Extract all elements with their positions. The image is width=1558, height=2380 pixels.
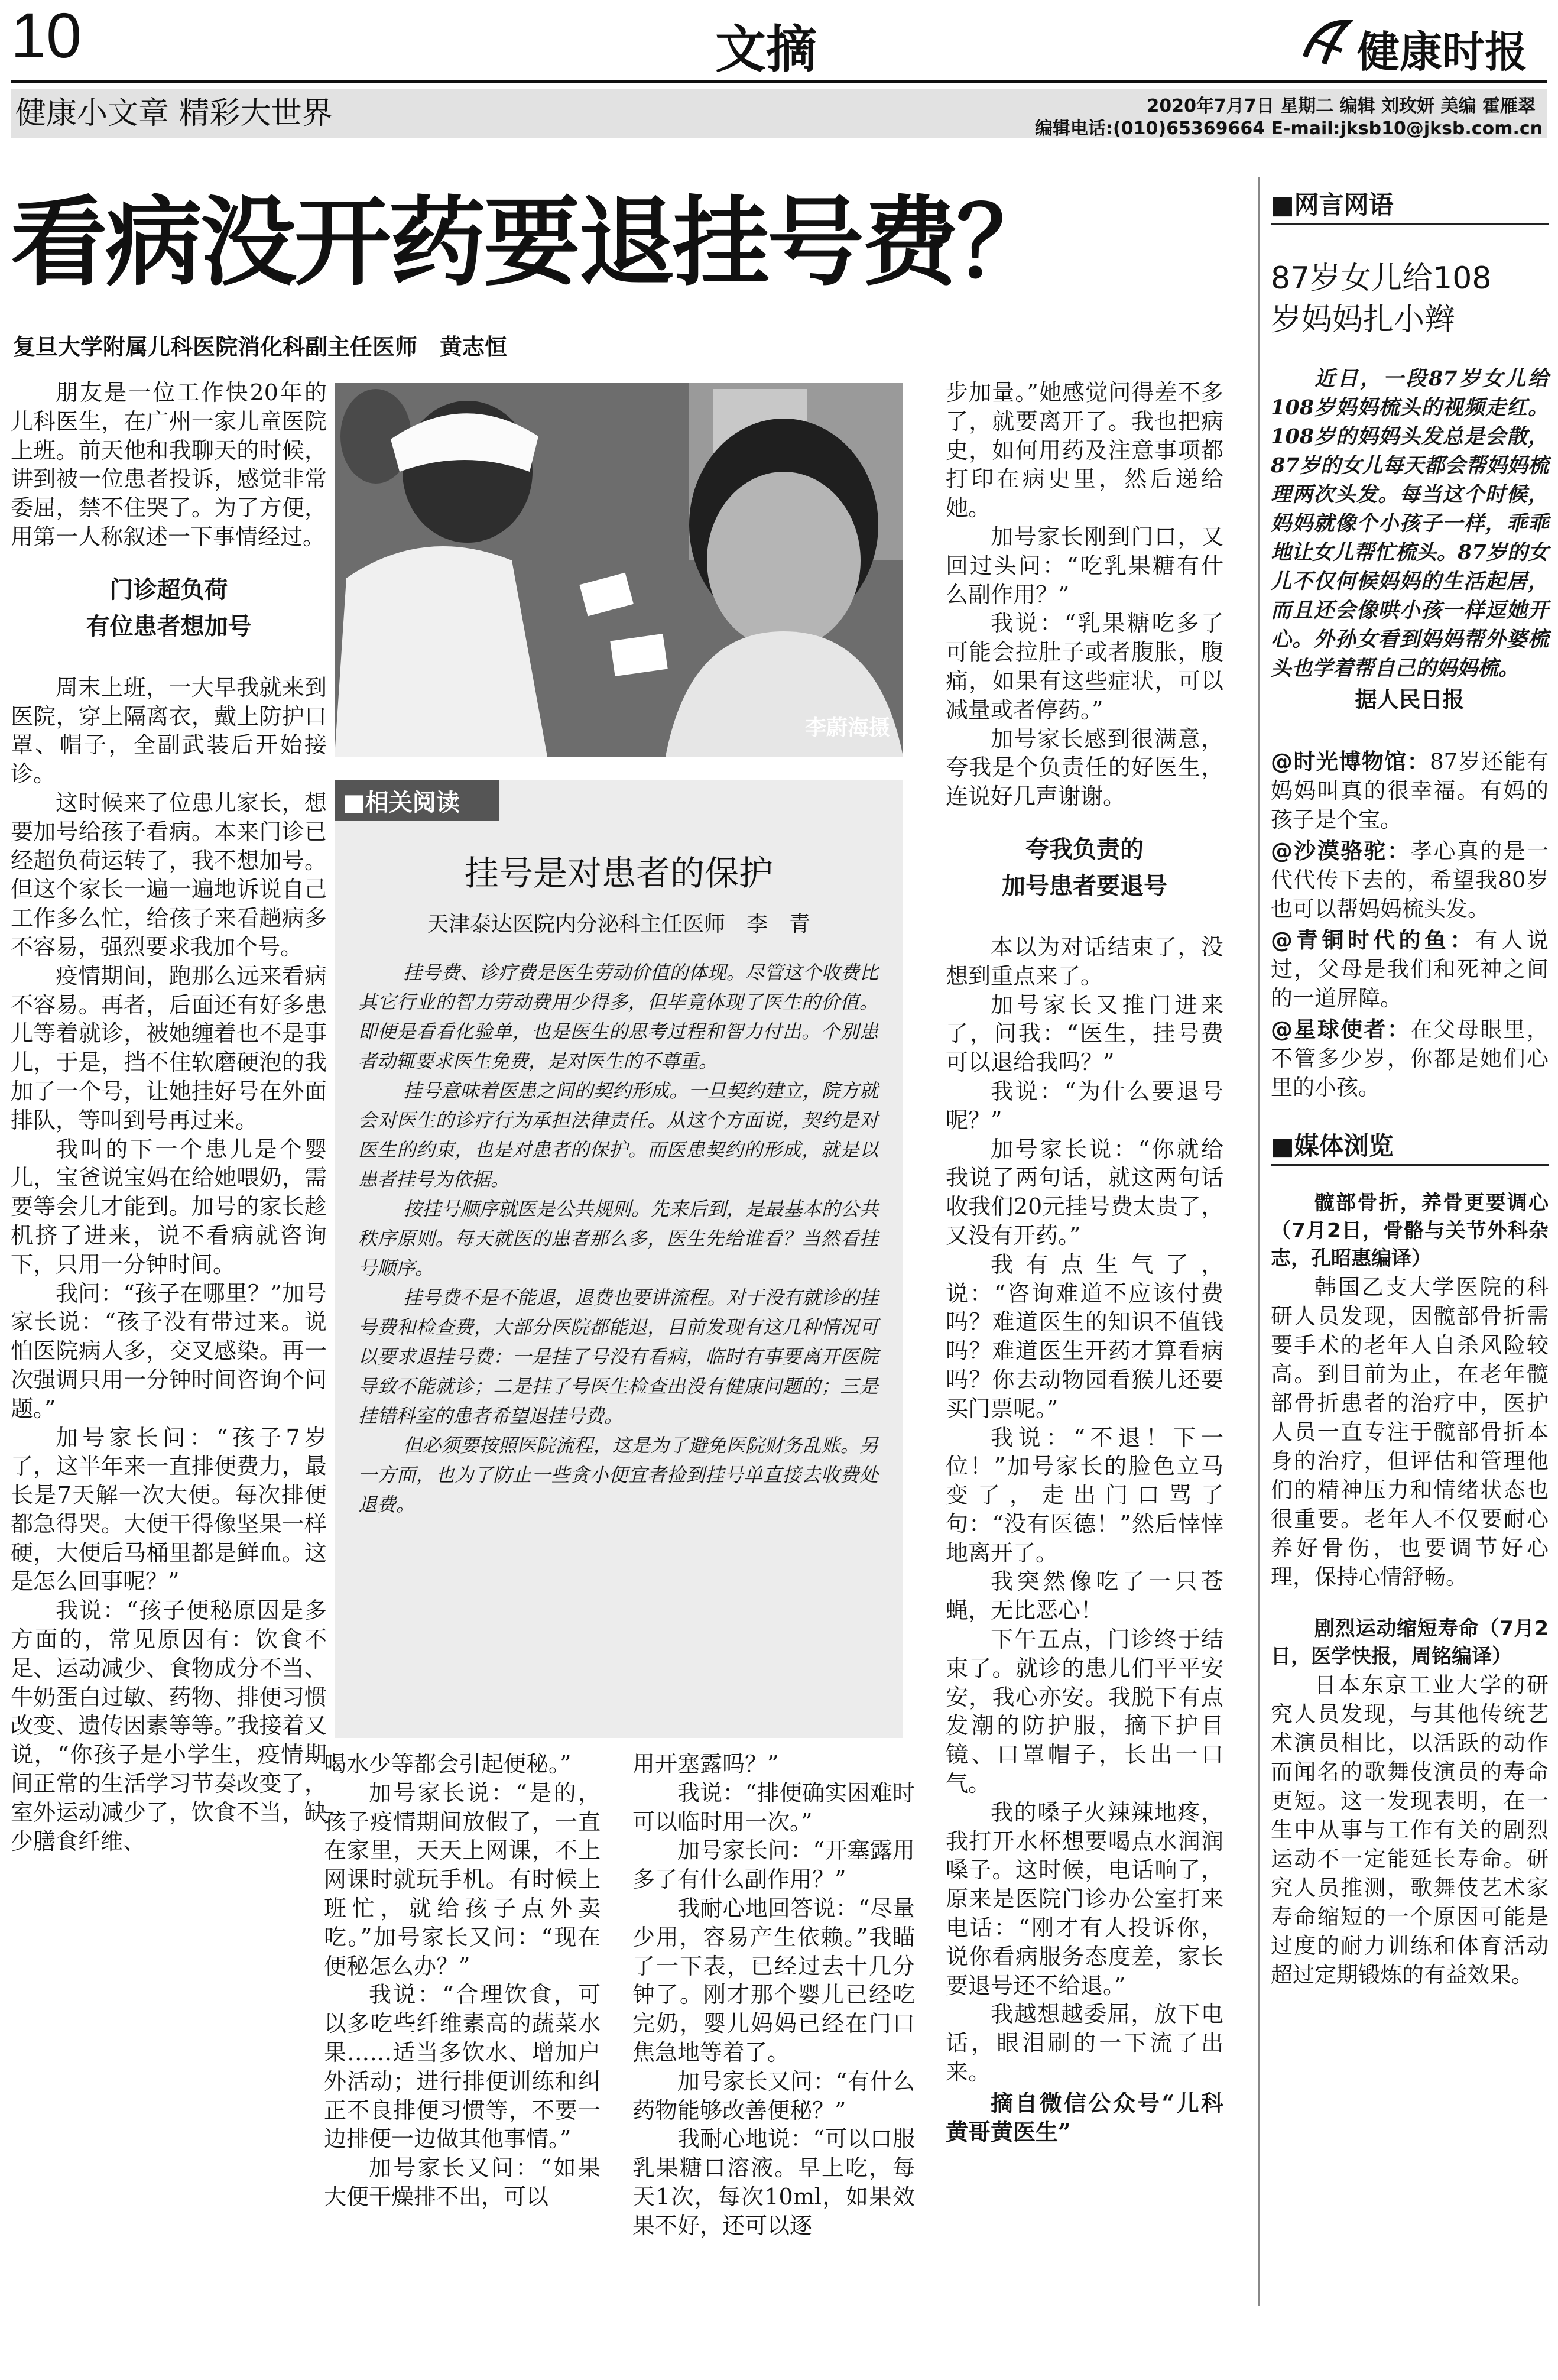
subhead-2 xyxy=(946,831,1223,904)
comment-item xyxy=(1271,1015,1549,1102)
column-3 xyxy=(632,1750,915,2300)
paragraph: 加号家长问：“开塞露用多了有什么副作用？” xyxy=(632,1837,915,1893)
paragraph: 我说：“不退！下一位！”加号家长的脸色立马变了，走出门口骂了句：“没有医德！”然后悻悻地离开了。 xyxy=(946,1424,1223,1566)
comment-handle: @沙漠骆驼： xyxy=(1271,838,1411,864)
paragraph: 我说：“合理饮食，可以多吃些纤维素高的蔬菜水果……适当多饮水、增加户外活动；进行排便训练和纠正不良排便习惯等，不要一边排便一边做其他事情。” xyxy=(324,1982,601,2152)
sidebar-story-source: 据人民日报 xyxy=(1355,686,1465,712)
sidebar-story-body: 近日，一段87岁女儿给108岁妈妈梳头的视频走红。108岁的妈妈头发总是会散，87岁的女儿每天都会帮妈妈梳理两次头发。每当这个时候，妈妈就像个小孩子一样，乖乖地让女儿帮忙梳头。87岁的女儿不仅何候妈妈的生活起居，而且还会像哄小孩一样逗她开心。外孙女看到妈妈帮外婆梳头也学着帮自己的妈妈梳。 xyxy=(1271,367,1549,680)
related-title: 挂号是对患者的保护 xyxy=(464,853,773,893)
paragraph: 下午五点，门诊终于结束了。就诊的患儿们平平安安，我心亦安。我脱下有点发潮的防护服，摘下护目镜、口罩帽子，长出一口气。 xyxy=(946,1626,1223,1797)
related-reading-box xyxy=(335,780,903,1738)
section-title: 文摘 xyxy=(715,20,817,79)
paragraph: 我说：“孩子便秘原因是多方面的，常见原因有：饮食不足、运动减少、食物成分不当、牛奶蛋白过敏、药物、排便习惯改变、遗传因素等等。”我接着又说，“你孩子是小学生，疫情期间正常的生活学习节奏改变了，室外运动减少了，饮食不当，缺少膳食纤维、 xyxy=(11,1597,327,1854)
paragraph: 我的嗓子火辣辣地疼，我打开水杯想要喝点水润润嗓子。这时候，电话响了，原来是医院门诊办公室打来电话：“刚才有人投诉你，说你看病服务态度差，家长要退号还不给退。” xyxy=(946,1799,1223,1999)
byline: 复旦大学附属儿科医院消化科副主任医师 黄志恒 xyxy=(13,334,508,360)
related-reading-tag: ■相关阅读 xyxy=(335,780,499,821)
paragraph: 步加量。”她感觉问得差不多了，就要离开了。我也把病史，如何用药及注意事项都打印在病史里，然后递给她。 xyxy=(946,380,1223,521)
paragraph: 我耐心地回答说：“尽量少用，容易产生依赖。”我瞄了一下表，已经过去十几分钟了。刚才那个婴儿已经吃完奶，婴儿妈妈已经在门口焦急地等着了。 xyxy=(632,1895,915,2066)
story-title-line: 87岁女儿给108 xyxy=(1271,261,1492,296)
paragraph: 挂号费不是不能退，退费也要讲流程。对于没有就诊的挂号费和检查费，大部分医院都能退，目前发现有这几种情况可以要求退挂号费：一是挂了号没有看病，临时有事要离开医院导致不能就诊；二是挂了号医生检查出没有健康问题的；三是挂错科室的患者希望退挂号费。 xyxy=(358,1286,878,1427)
paragraph: 用开塞露吗？” xyxy=(632,1751,779,1777)
sidebar-story-title xyxy=(1271,258,1549,341)
subhead-line: 夸我负责的 xyxy=(1025,835,1144,863)
contact-line: 编辑电话:(010)65369664 E-mail:jksb10@jksb.com.cn xyxy=(1035,118,1543,139)
brand-logo xyxy=(1300,13,1549,77)
comment-text: 孝心真的是一代代传下去的，希望我80岁也可以帮妈妈梳头发。 xyxy=(1271,838,1549,922)
subhead-line: 加号患者要退号 xyxy=(1002,872,1167,900)
related-byline: 天津泰达医院内分泌科主任医师 李 青 xyxy=(427,912,810,936)
photo-scene xyxy=(335,383,903,757)
subhead-line: 有位患者想加号 xyxy=(86,612,252,640)
paragraph: 我耐心地说：“可以口服乳果糖口溶液。早上吃，每天1次，每次10ml，如果效果不好，还可以逐 xyxy=(632,2126,915,2239)
media-item-title: 剧烈运动缩短寿命（7月2日，医学快报，周铭编译） xyxy=(1271,1617,1549,1668)
paragraph: 我越想越委屈，放下电话，眼泪刷的一下流了出来。 xyxy=(946,2001,1223,2086)
comment-handle: @青铜时代的鱼： xyxy=(1271,928,1476,953)
comment-text: 在父母眼里，不管多少岁，你都是她们心里的小孩。 xyxy=(1271,1017,1549,1100)
media-item-body: 日本东京工业大学的研究人员发现，与其他传统艺术演员相比，以活跃的动作而闻名的歌舞伎演员的寿命更短。这一发现表明，在一生中从事与工作有关的剧烈运动不一定能延长寿命。研究人员推测，歌舞伎艺术家寿命缩短的一个原因可能是过度的耐力训练和体育活动超过定期锻炼的有益效果。 xyxy=(1271,1672,1549,1987)
col1-intro xyxy=(11,378,327,552)
comment-text: 87岁还能有妈妈叫真的很幸福。有妈的孩子是个宝。 xyxy=(1271,749,1549,832)
paragraph: 这时候来了位患儿家长，想要加号给孩子看病。本来门诊已经超负荷运转了，我不想加号。但这个家长一遍一遍地诉说自己工作多么忙，给孩子来看趟病多不容易，强烈要求我加个号。 xyxy=(11,789,327,960)
sidebar xyxy=(1271,190,1549,2295)
sidebar-divider xyxy=(1258,177,1260,2306)
headline: 看病没开药要退挂号费？ xyxy=(11,185,1051,299)
media-item-title: 髋部骨折，养骨更要调心（7月2日，骨骼与关节外科杂志，孔昭惠编译） xyxy=(1271,1191,1549,1270)
comment-item xyxy=(1271,836,1549,923)
article-photo xyxy=(335,383,903,757)
paragraph: 疫情期间，跑那么远来看病不容易。再者，后面还有好多患儿等着就诊，被她缠着也不是事儿，于是，挡不住软磨硬泡的我加了一个号，让她挂好号在外面排队，等叫到号再过来。 xyxy=(11,962,327,1133)
media-item-body: 韩国乙支大学医院的科研人员发现，因髋部骨折需要手术的老年人自杀风险较高。到目前为止，在老年髋部骨折患者的治疗中，医护人员一直专注于髋部骨折本身的治疗，但评估和管理他们的精神压力和情绪状态也很重要。老年人不仅要耐心养好骨伤，也要调节好心理，保持心情舒畅。 xyxy=(1271,1275,1549,1590)
related-body xyxy=(358,958,878,1519)
subhead-line: 门诊超负荷 xyxy=(109,576,228,604)
paragraph: 我说：“乳果糖吃多了可能会拉肚子或者腹胀，腹痛，如果有这些症状，可以减量或者停药。” xyxy=(946,610,1223,723)
paragraph: 挂号费、诊疗费是医生劳动价值的体现。尽管这个收费比其它行业的智力劳动费用少得多，但毕竟体现了医生的价值。即便是看看化验单，也是医生的思考过程和智力付出。个别患者动辄要求医生免费，是对医生的不尊重。 xyxy=(358,961,878,1072)
slogan: 健康小文章 精彩大世界 xyxy=(15,96,333,131)
paragraph: 加号家长说：“你就给我说了两句话，就这两句话收我们20元挂号费太贵了，又没有开药。” xyxy=(946,1136,1223,1249)
masthead-rule xyxy=(11,80,1547,83)
paragraph: 喝水少等都会引起便秘。” xyxy=(324,1751,572,1777)
paragraph: 朋友是一位工作快20年的儿科医生，在广州一家儿童医院上班。前天他和我聊天的时候，讲到被一位患者投诉，感觉非常委屈，禁不住哭了。为了方便，用第一人称叙述一下事情经过。 xyxy=(11,380,327,550)
paragraph: 周末上班，一大早我就来到医院，穿上隔离衣，戴上防护口罩、帽子，全副武装后开始接诊。 xyxy=(11,674,327,787)
paragraph: 加号家长刚到门口，又回过头问：“吃乳果糖有什么副作用？” xyxy=(946,523,1223,608)
paragraph: 本以为对话结束了，没想到重点来了。 xyxy=(946,933,1223,989)
comment-list xyxy=(1271,747,1549,1102)
comment-item xyxy=(1271,926,1549,1013)
paragraph: 加号家长问：“孩子7岁了，这半年来一直排便费力，最长是7天解一次大便。每次排便都急得哭。大便干得像坚果一样硬，大便后马桶里都是鲜血。这是怎么回事呢？” xyxy=(11,1424,327,1595)
paragraph: 加号家长说：“是的，孩子疫情期间放假了，一直在家里，天天上网课，不上网课时就玩手机。有时候上班忙，就给孩子点外卖吃。”加号家长又问：“现在便秘怎么办？” xyxy=(324,1779,601,1979)
paragraph: 我问：“孩子在哪里？”加号家长说：“孩子没有带过来。说怕医院病人多，交叉感染。再一次强调只用一分钟时间咨询个问题。” xyxy=(11,1280,327,1422)
sidebar-section-online: ■网言网语 xyxy=(1271,190,1549,225)
issue-line: 2020年7月7日 星期二 编辑 刘玫妍 美编 霍雁翠 xyxy=(1147,96,1536,116)
page-number: 10 xyxy=(11,0,82,71)
column-1 xyxy=(11,378,327,2288)
article-source: 摘自微信公众号“儿科黄哥黄医生” xyxy=(946,2089,1223,2145)
paragraph: 我叫的下一个患儿是个婴儿，宝爸说宝妈在给她喂奶，需要等会儿才能到。加号的家长趁机挤了进来，说不看病就咨询下，只用一分钟时间。 xyxy=(11,1136,327,1277)
paragraph: 加号家长感到很满意，夸我是个负责任的好医生，连说好几声谢谢。 xyxy=(946,725,1223,810)
paragraph: 但必须要按照医院流程，这是为了避免医院财务乱账。另一方面，也为了防止一些贪小便宜者捡到挂号单直接去收费处退费。 xyxy=(358,1434,878,1516)
paragraph: 我有点生气了，说：“咨询难道不应该付费吗？难道医生的知识不值钱吗？难道医生开药才算看病吗？你去动物园看猴儿还要买门票呢。” xyxy=(946,1251,1223,1422)
paragraph: 加号家长又推门进来了，问我：“医生，挂号费可以退给我吗？” xyxy=(946,991,1223,1076)
paragraph: 加号家长又问：“有什么药物能够改善便秘？” xyxy=(632,2068,915,2123)
story-title-line: 岁妈妈扎小辫 xyxy=(1271,302,1456,338)
column-4 xyxy=(946,378,1223,2300)
paragraph: 挂号意味着医患之间的契约形成。一旦契约建立，院方就会对医生的诊疗行为承担法律责任。从这个方面说，契约是对医生的约束，也是对患者的保护。而医患契约的形成，就是以患者挂号为依据。 xyxy=(358,1079,878,1191)
brand-name: 健康时报 xyxy=(1357,27,1528,77)
brand-emblem-icon xyxy=(1300,15,1353,69)
column-2 xyxy=(324,1750,601,2300)
paragraph: 我说：“排便确实困难时可以临时用一次。” xyxy=(632,1779,915,1835)
paragraph: 我说：“为什么要退号呢？” xyxy=(946,1078,1223,1133)
comment-handle: @星球使者： xyxy=(1271,1017,1411,1042)
sidebar-section-media: ■媒体浏览 xyxy=(1271,1131,1549,1166)
paragraph: 按挂号顺序就医是公共规则。先来后到，是最基本的公共秩序原则。每天就医的患者那么多，医生先给谁看？当然看挂号顺序。 xyxy=(358,1198,878,1279)
comment-item xyxy=(1271,747,1549,834)
subhead-1 xyxy=(11,572,327,645)
paragraph: 加号家长又问：“如果大便干燥排不出，可以 xyxy=(324,2155,601,2210)
slogan-bar xyxy=(11,89,1547,138)
comment-handle: @时光博物馆： xyxy=(1271,749,1430,774)
comment-text: 有人说过，父母是我们和死神之间的一道屏障。 xyxy=(1271,928,1549,1011)
photo-credit: 李蔚海摄 xyxy=(804,716,890,740)
paragraph: 我突然像吃了一只苍蝇，无比恶心！ xyxy=(946,1568,1223,1624)
